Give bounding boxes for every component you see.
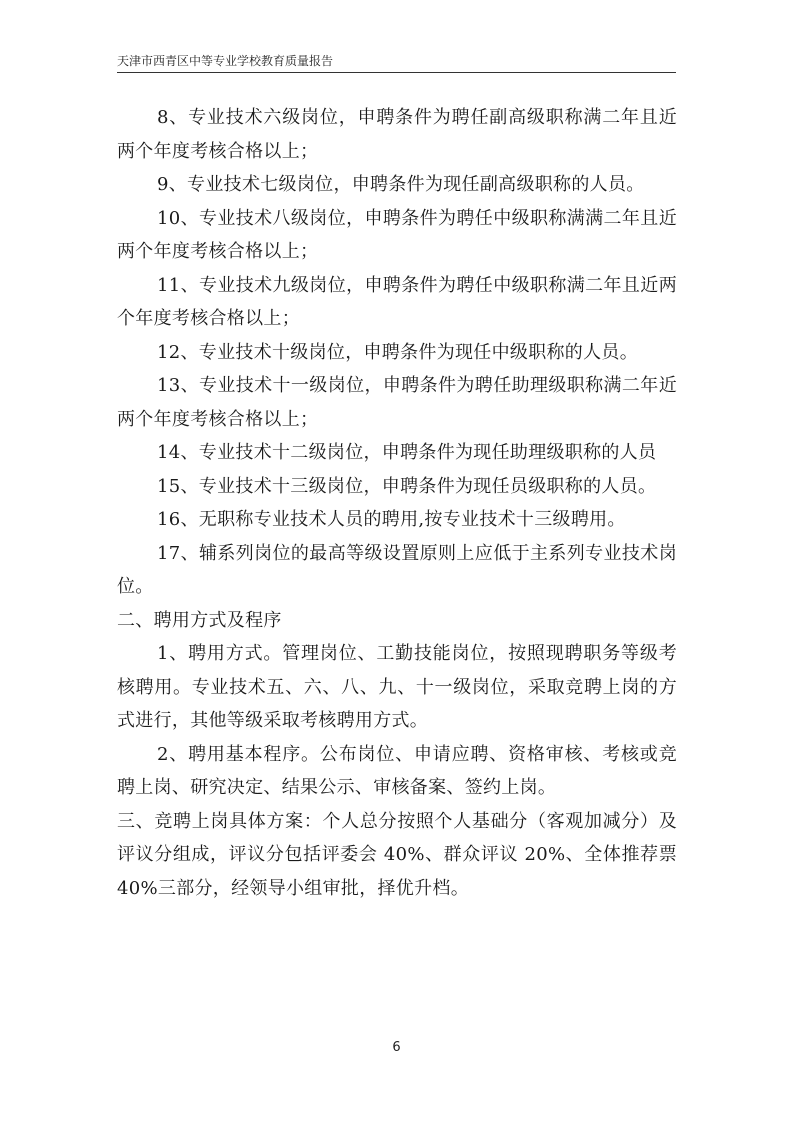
- paragraph: 16、无职称专业技术人员的聘用,按专业技术十三级聘用。: [157, 509, 626, 530]
- paragraph: 10、专业技术八级岗位，申聘条件为聘任中级职称满满二年且近两个年度考核合格以上；: [117, 207, 677, 262]
- paragraph: 9、专业技术七级岗位，申聘条件为现任副高级职称的人员。: [157, 174, 645, 195]
- paragraph: 14、专业技术十二级岗位，申聘条件为现任助理级职称的人员: [157, 442, 657, 463]
- paragraph: 11、专业技术九级岗位，申聘条件为聘任中级职称满二年且近两个年度考核合格以上；: [117, 274, 677, 329]
- paragraph: 13、专业技术十一级岗位，申聘条件为聘任助理级职称满二年近两个年度考核合格以上；: [117, 375, 677, 430]
- page-number: 6: [392, 1040, 401, 1055]
- paragraph: 8、专业技术六级岗位，申聘条件为聘任副高级职称满二年且近两个年度考核合格以上；: [117, 107, 677, 162]
- paragraph: 12、专业技术十级岗位，申聘条件为现任中级职称的人员。: [157, 341, 639, 363]
- document-body: [117, 101, 677, 905]
- paragraph: 15、专业技术十三级岗位，申聘条件为现任员级职称的人员。: [157, 475, 657, 497]
- page-header: 天津市西青区中等专业学校教育质量报告: [117, 54, 334, 68]
- section-heading: 三、竞聘上岗具体方案：个人总分按照个人基础分（客观加减分）及评议分组成，评议分包括评委会 40%、群众评议 20%、全体推荐票 40%三部分，经领导小组审批，择优升档。: [117, 810, 677, 899]
- paragraph: 2、聘用基本程序。公布岗位、申请应聘、资格审核、考核或竞聘上岗、研究决定、结果公示、审核备案、签约上岗。: [117, 743, 677, 798]
- header-divider: [117, 72, 676, 73]
- paragraph: 17、辅系列岗位的最高等级设置原则上应低于主系列专业技术岗位。: [117, 542, 677, 597]
- section-heading: 二、聘用方式及程序: [117, 609, 282, 631]
- paragraph: 1、聘用方式。管理岗位、工勤技能岗位，按照现聘职务等级考核聘用。专业技术五、六、八、九、十一级岗位，采取竞聘上岗的方式进行，其他等级采取考核聘用方式。: [117, 643, 677, 731]
